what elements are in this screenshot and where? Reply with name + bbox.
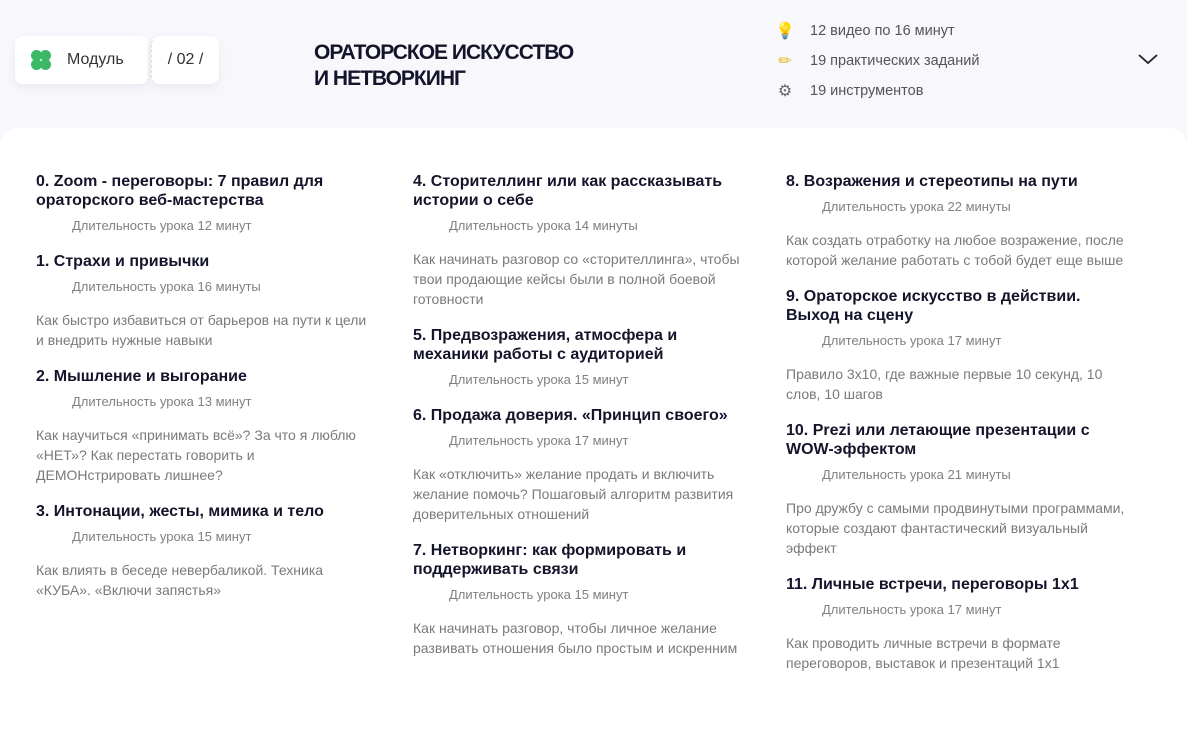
module-header — [0, 0, 1187, 130]
title-line: ОРАТОРСКОЕ ИСКУССТВО — [314, 41, 574, 64]
lesson-duration: Длительность урока 17 минут — [822, 602, 1002, 617]
lesson-item — [413, 406, 748, 524]
lesson-title: 0. Zoom - переговоры: 7 правил для ораторского веб-мастерства — [36, 173, 324, 209]
lesson-item — [413, 541, 748, 658]
lesson-description: Как «отключить» желание продать и включить желание помочь? Пошаговый алгоритм развития доверительных отношений — [413, 466, 734, 522]
stat-tools — [775, 76, 979, 106]
lesson-title: 7. Нетворкинг: как формировать и поддерживать связи — [413, 542, 687, 578]
stat-tasks — [775, 46, 979, 76]
lesson-duration: Длительность урока 22 минуты — [822, 199, 1011, 214]
lesson-title: 3. Интонации, жесты, мимика и тело — [36, 503, 324, 520]
lesson-title: 1. Страхи и привычки — [36, 253, 210, 270]
lesson-description: Про дружбу с самыми продвинутыми программами, которые создают фантастический визуальный эффект — [786, 500, 1125, 556]
lessons-card — [0, 128, 1187, 742]
lesson-item — [786, 172, 1126, 270]
gear-icon: ⚙ — [777, 83, 793, 100]
lesson-description: Как проводить личные встречи в формате переговоров, выставок и презентаций 1х1 — [786, 635, 1061, 671]
lesson-title: 10. Prezi или летающие презентации с WOW-эффектом — [786, 422, 1090, 458]
lesson-item — [413, 172, 748, 309]
stat-videos — [775, 16, 979, 46]
lesson-title: 9. Ораторское искусство в действии. Выход на сцену — [786, 288, 1081, 324]
lesson-duration: Длительность урока 21 минуты — [822, 467, 1011, 482]
module-stats — [775, 16, 979, 106]
lesson-title: 6. Продажа доверия. «Принцип своего» — [413, 407, 728, 424]
lesson-column — [786, 172, 1126, 690]
lesson-description: Как научиться «принимать всё»? За что я люблю «НЕТ»? Как перестать говорить и ДЕМОНстрировать лишнее? — [36, 427, 356, 483]
lesson-duration: Длительность урока 13 минут — [72, 394, 252, 409]
lesson-column — [36, 172, 371, 617]
lesson-duration: Длительность урока 14 минуты — [449, 218, 638, 233]
chevron-down-icon[interactable] — [1138, 52, 1158, 66]
lesson-duration: Длительность урока 17 минут — [822, 333, 1002, 348]
clover-icon — [31, 50, 51, 70]
stat-text: 19 практических заданий — [810, 53, 980, 69]
lesson-title: 4. Сторителлинг или как рассказывать истории о себе — [413, 173, 723, 209]
lesson-description: Как начинать разговор со «сторителлинга», чтобы твои продающие кейсы были в полной боевой готовности — [413, 251, 740, 307]
lesson-description: Как начинать разговор, чтобы личное желание развивать отношения было простым и искренним — [413, 620, 738, 656]
lesson-description: Правило 3х10, где важные первые 10 секунд, 10 слов, 10 шагов — [786, 366, 1103, 402]
lesson-duration: Длительность урока 12 минут — [72, 218, 252, 233]
module-chip — [15, 36, 148, 84]
lesson-item — [786, 287, 1126, 404]
lesson-column — [413, 172, 748, 675]
pencil-icon: ✏ — [778, 53, 792, 70]
lesson-item — [36, 252, 371, 350]
stat-text: 12 видео по 16 минут — [810, 23, 955, 39]
stat-text: 19 инструментов — [810, 83, 924, 99]
module-label: Модуль — [67, 51, 124, 68]
lesson-duration: Длительность урока 15 минут — [449, 372, 629, 387]
module-number: / 02 / — [151, 36, 219, 84]
lesson-item — [36, 502, 371, 600]
lesson-description: Как создать отработку на любое возражение, после которой желание работать с тобой будет еще выше — [786, 232, 1124, 268]
lesson-title: 5. Предвозражения, атмосфера и механики работы с аудиторией — [413, 327, 678, 363]
lesson-title: 2. Мышление и выгорание — [36, 368, 247, 385]
module-title — [314, 40, 614, 92]
lesson-duration: Длительность урока 17 минут — [449, 433, 629, 448]
lesson-item — [786, 421, 1126, 558]
title-line: И НЕТВОРКИНГ — [314, 67, 465, 90]
lesson-item — [36, 172, 371, 235]
lesson-duration: Длительность урока 15 минут — [72, 529, 252, 544]
lesson-description: Как влиять в беседе невербаликой. Техника «КУБА». «Включи запястья» — [36, 562, 324, 598]
lesson-item — [786, 575, 1126, 673]
lesson-title: 8. Возражения и стереотипы на пути — [786, 173, 1078, 190]
lesson-item — [413, 326, 748, 389]
lesson-duration: Длительность урока 15 минут — [449, 587, 629, 602]
lesson-description: Как быстро избавиться от барьеров на пути к цели и внедрить нужные навыки — [36, 312, 367, 348]
lightbulb-icon: 💡 — [775, 23, 795, 40]
lesson-title: 11. Личные встречи, переговоры 1х1 — [786, 576, 1079, 593]
lesson-item — [36, 367, 371, 485]
lesson-duration: Длительность урока 16 минуты — [72, 279, 261, 294]
